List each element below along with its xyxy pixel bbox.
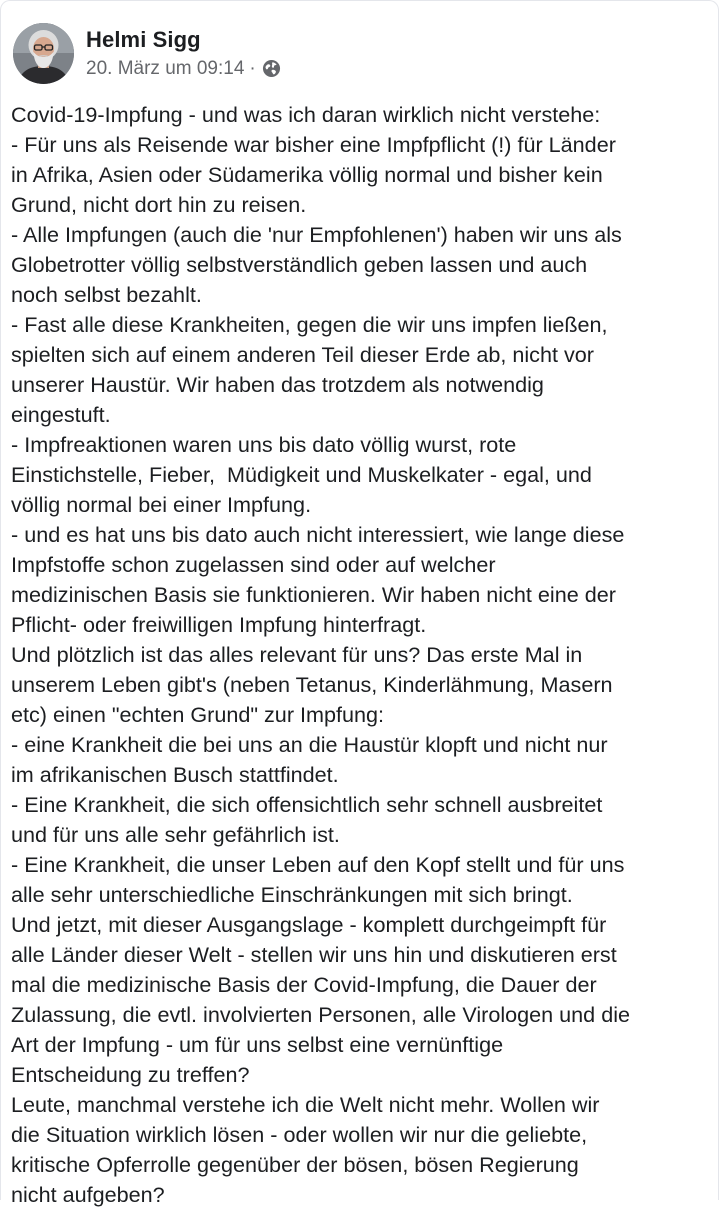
post-text-line: in Afrika, Asien oder Südamerika völlig normal und bisher kein — [11, 162, 603, 187]
post-text-line: - und es hat uns bis dato auch nicht interessiert, wie lange diese — [11, 522, 625, 547]
post-text-line: Zulassung, die evtl. involvierten Personen, alle Virologen und die — [11, 1002, 631, 1027]
post-text-line: Impfstoffe schon zugelassen sind oder auf welcher — [11, 552, 496, 577]
post-text-line: - Impfreaktionen waren uns bis dato völlig wurst, rote — [11, 432, 517, 457]
avatar[interactable] — [13, 23, 74, 84]
post-text-line: - Alle Impfungen (auch die 'nur Empfohlenen') haben wir uns als — [11, 222, 622, 247]
post-subline — [86, 57, 281, 81]
post-text-line: Und jetzt, mit dieser Ausgangslage - komplett durchgeimpft für — [11, 912, 607, 937]
meta-separator: · — [249, 57, 256, 79]
post-text-line: spielten sich auf einem anderen Teil dieser Erde ab, nicht vor — [11, 342, 594, 367]
globe-icon[interactable] — [262, 59, 281, 78]
post-text-line: Leute, manchmal verstehe ich die Welt nicht mehr. Wollen wir — [11, 1092, 600, 1117]
post-header — [13, 20, 281, 86]
post-text-line: Pflicht- oder freiwilligen Impfung hinterfragt. — [11, 612, 427, 637]
post-text-line: - Fast alle diese Krankheiten, gegen die wir uns impfen ließen, — [11, 312, 608, 337]
post-body — [11, 100, 711, 1210]
post-text-line: kritische Opferrolle gegenüber der bösen, bösen Regierung — [11, 1152, 579, 1177]
post-text-line: völlig normal bei einer Impfung. — [11, 492, 312, 517]
post-text-line: im afrikanischen Busch stattfindet. — [11, 762, 339, 787]
post-text-line: etc) einen "echten Grund" zur Impfung: — [11, 702, 385, 727]
post-text-line: unserem Leben gibt's (neben Tetanus, Kinderlähmung, Masern — [11, 672, 613, 697]
post-text-line: - Für uns als Reisende war bisher eine Impfpflicht (!) für Länder — [11, 132, 616, 157]
post-timestamp[interactable]: 20. März um 09:14 — [86, 57, 245, 79]
post-text-line: alle sehr unterschiedliche Einschränkungen mit sich bringt. — [11, 882, 573, 907]
post-meta — [86, 26, 281, 81]
post-text-line: - Eine Krankheit, die sich offensichtlich sehr schnell ausbreitet — [11, 792, 603, 817]
post-text-line: Und plötzlich ist das alles relevant für uns? Das erste Mal in — [11, 642, 583, 667]
post-text-line: mal die medizinische Basis der Covid-Impfung, die Dauer der — [11, 972, 597, 997]
avatar-photo — [13, 23, 74, 84]
post-text-line: alle Länder dieser Welt - stellen wir uns hin und diskutieren erst — [11, 942, 617, 967]
post-text-line: Covid-19-Impfung - und was ich daran wirklich nicht verstehe: — [11, 102, 601, 127]
post-text-line: nicht aufgeben? — [11, 1182, 165, 1207]
post-text-line: Globetrotter völlig selbstverständlich geben lassen und auch — [11, 252, 588, 277]
post-text-line: unserer Haustür. Wir haben das trotzdem als notwendig — [11, 372, 544, 397]
post-text-line: medizinischen Basis sie funktionieren. Wir haben nicht eine der — [11, 582, 616, 607]
post-text-line: und für uns alle sehr gefährlich ist. — [11, 822, 340, 847]
post-text-line: Einstichstelle, Fieber, Müdigkeit und Muskelkater - egal, und — [11, 462, 592, 487]
author-name[interactable]: Helmi Sigg — [86, 26, 201, 52]
post-text-line: eingestuft. — [11, 402, 111, 427]
post-text-line: die Situation wirklich lösen - oder wollen wir nur die geliebte, — [11, 1122, 588, 1147]
post-text-line: noch selbst bezahlt. — [11, 282, 202, 307]
post-text-line: Art der Impfung - um für uns selbst eine vernünftige — [11, 1032, 504, 1057]
post-text-line: - eine Krankheit die bei uns an die Haustür klopft und nicht nur — [11, 732, 608, 757]
post-text-line: - Eine Krankheit, die unser Leben auf den Kopf stellt und für uns — [11, 852, 625, 877]
post-text-line: Entscheidung zu treffen? — [11, 1062, 250, 1087]
post-text-line: Grund, nicht dort hin zu reisen. — [11, 192, 307, 217]
